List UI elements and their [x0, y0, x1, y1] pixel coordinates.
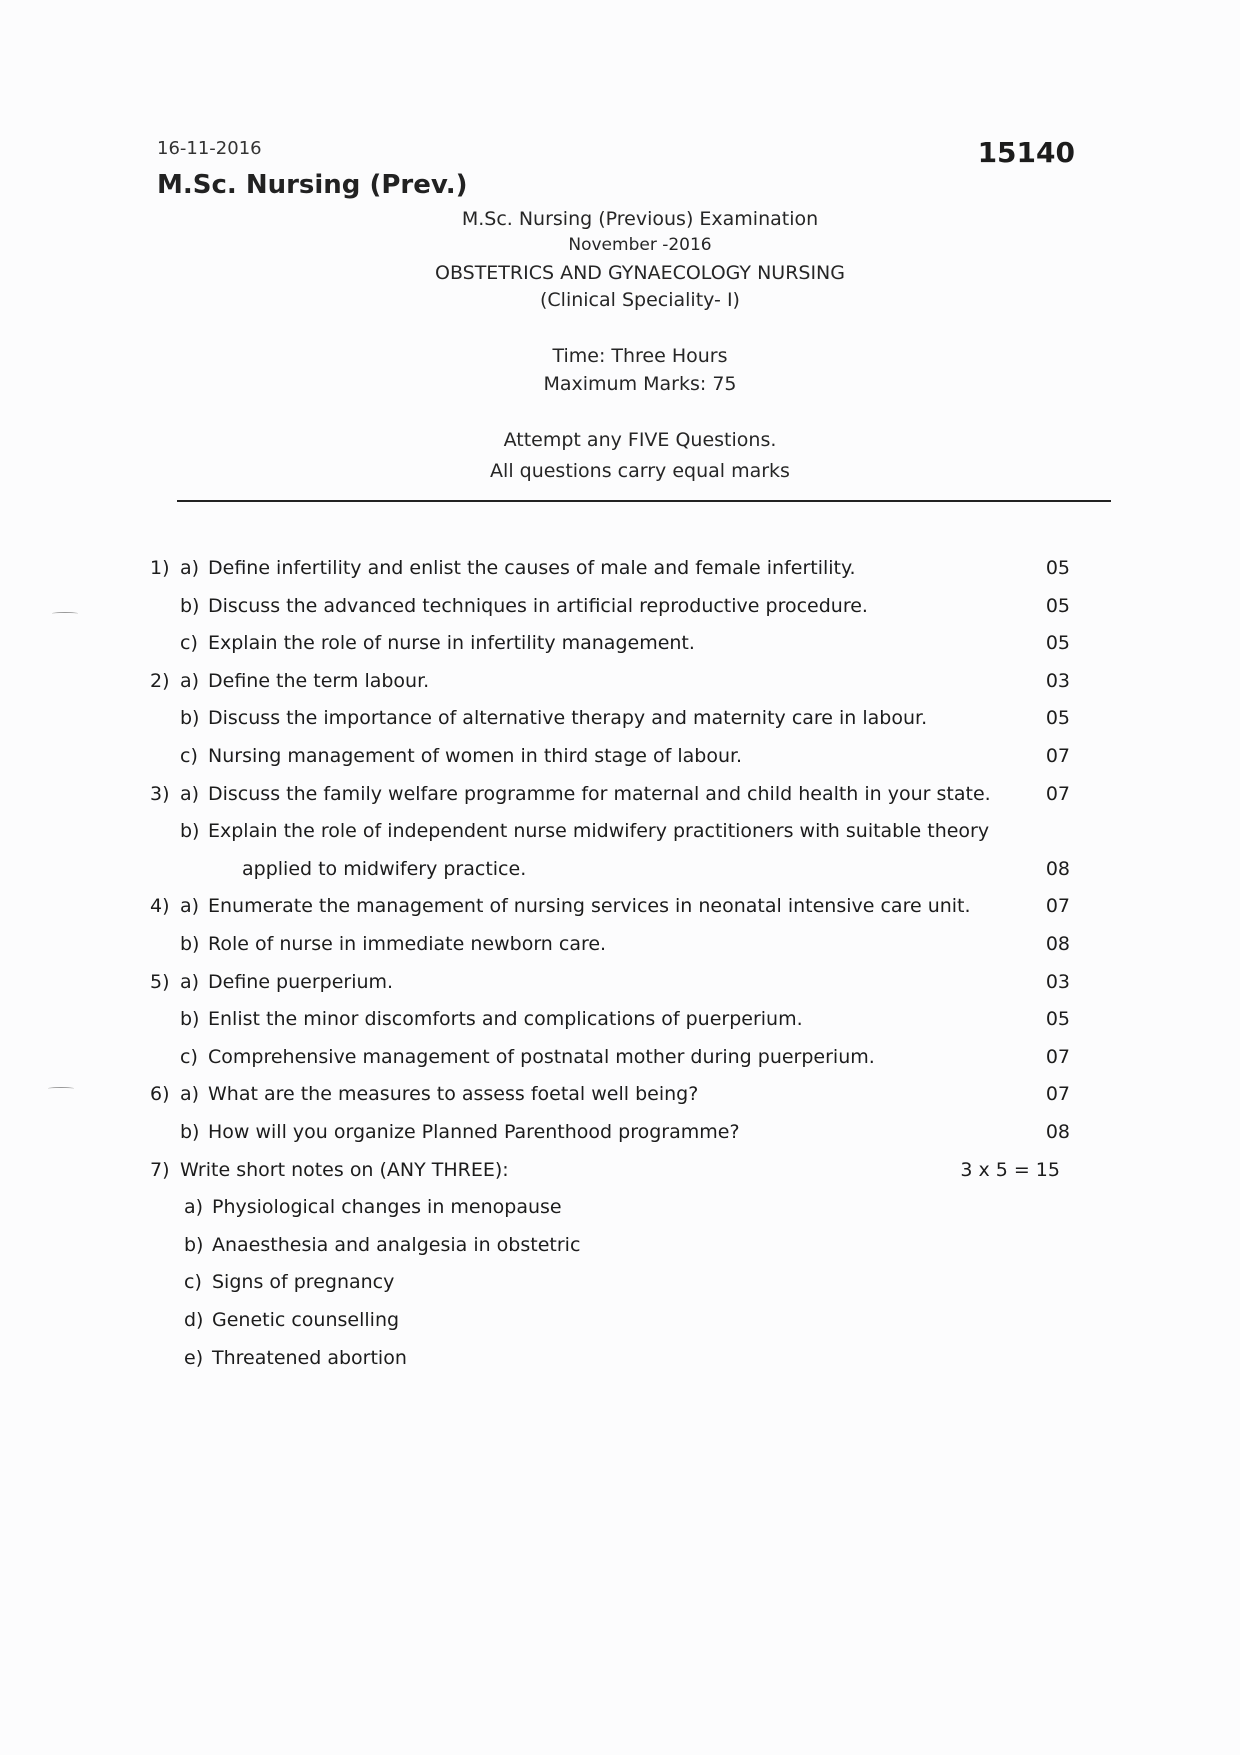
scan-mark [48, 1087, 74, 1090]
question-row [150, 670, 1070, 704]
question-text: Role of nurse in immediate newborn care. [208, 933, 607, 955]
question-marks: 05 [1045, 1008, 1070, 1031]
question-marks: 3 x 5 = 15 [960, 1158, 1060, 1181]
question-row [150, 595, 1070, 629]
subject-title: OBSTETRICS AND GYNAECOLOGY NURSING [434, 262, 845, 284]
question-row [150, 783, 1070, 817]
question-row [150, 745, 1070, 779]
question-part-label: c) [180, 1045, 198, 1068]
question-part-label: a) [180, 895, 200, 918]
question-marks: 07 [1045, 895, 1070, 918]
question-part-label: e) [184, 1346, 204, 1369]
question-marks: 07 [1045, 745, 1070, 767]
question-number: 3) [150, 782, 170, 805]
question-row [150, 557, 1070, 591]
question-number: 1) [150, 557, 170, 579]
header-divider [177, 500, 1111, 502]
question-part-label: b) [180, 1008, 200, 1031]
question-row [150, 707, 1070, 741]
question-row [150, 1046, 1070, 1080]
question-row [150, 1196, 1070, 1230]
question-part-label: d) [184, 1309, 204, 1331]
question-part-label: a) [180, 970, 200, 993]
question-row [150, 1347, 1070, 1381]
question-part-label: b) [184, 1233, 204, 1256]
question-text: Define puerperium. [208, 970, 394, 993]
question-text: Explain the role of independent nurse midwifery practitioners with suitable theory [208, 820, 990, 843]
question-marks: 05 [1045, 707, 1070, 730]
question-part-label: c) [180, 745, 198, 767]
exam-name: M.Sc. Nursing (Previous) Examination [461, 208, 819, 230]
question-text: Threatened abortion [212, 1346, 407, 1369]
question-part-label: a) [180, 782, 200, 805]
question-text: Nursing management of women in third stage of labour. [208, 745, 743, 767]
question-row [150, 820, 1070, 854]
question-marks: 07 [1045, 1083, 1070, 1106]
question-marks: 08 [1045, 857, 1070, 880]
scan-mark [52, 612, 78, 615]
question-part-label: a) [180, 557, 200, 579]
question-number: 2) [150, 669, 170, 692]
question-row [150, 1271, 1070, 1305]
question-number: 6) [150, 1083, 170, 1106]
paper-code: 15140 [977, 136, 1075, 169]
question-part-label: b) [180, 820, 200, 843]
question-text: Enumerate the management of nursing services in neonatal intensive care unit. [208, 895, 971, 918]
question-number: 7) [150, 1158, 170, 1181]
question-part-label: b) [180, 933, 200, 955]
question-part-label: b) [180, 707, 200, 730]
question-text: Anaesthesia and analgesia in obstetric [212, 1233, 581, 1256]
question-row [150, 1121, 1070, 1155]
speciality: (Clinical Speciality- I) [540, 289, 740, 311]
question-part-label: c) [180, 632, 198, 655]
question-number: 5) [150, 970, 170, 993]
instruction-equal-marks: All questions carry equal marks [490, 460, 790, 482]
question-row [150, 1309, 1070, 1343]
question-marks: 03 [1045, 669, 1070, 692]
question-text: Discuss the advanced techniques in artificial reproductive procedure. [208, 594, 868, 617]
question-number: 4) [150, 895, 170, 918]
question-text: Define infertility and enlist the causes of male and female infertility. [208, 557, 856, 579]
question-text: Physiological changes in menopause [212, 1196, 562, 1219]
question-text: Enlist the minor discomforts and complications of puerperium. [208, 1008, 803, 1031]
question-text: Discuss the importance of alternative therapy and maternity care in labour. [208, 707, 928, 730]
question-marks: 08 [1045, 1121, 1070, 1143]
question-row [150, 1083, 1070, 1117]
question-marks: 05 [1045, 632, 1070, 655]
question-marks: 07 [1045, 1045, 1070, 1068]
question-text: How will you organize Planned Parenthood programme? [208, 1121, 740, 1143]
question-row [150, 1159, 1070, 1193]
question-text: Write short notes on (ANY THREE): [180, 1158, 509, 1181]
question-row [150, 933, 1070, 967]
question-part-label: b) [180, 594, 200, 617]
question-text: Explain the role of nurse in infertility management. [208, 632, 695, 655]
question-text: Define the term labour. [208, 669, 430, 692]
instruction-attempt: Attempt any FIVE Questions. [503, 429, 777, 451]
question-text: Signs of pregnancy [212, 1271, 395, 1294]
question-marks: 05 [1045, 557, 1070, 579]
question-row [150, 858, 1070, 892]
question-row [150, 1008, 1070, 1042]
question-part-label: a) [180, 1083, 200, 1106]
question-part-label: a) [180, 669, 200, 692]
question-part-label: a) [184, 1196, 204, 1219]
exam-time: Time: Three Hours [552, 345, 728, 367]
question-text: Comprehensive management of postnatal mother during puerperium. [208, 1045, 875, 1068]
question-part-label: c) [184, 1271, 202, 1294]
exam-date: 16-11-2016 [157, 138, 262, 159]
question-marks: 08 [1045, 933, 1070, 955]
question-text: What are the measures to assess foetal well being? [208, 1083, 699, 1106]
exam-session: November -2016 [568, 235, 712, 255]
course-title: M.Sc. Nursing (Prev.) [157, 170, 468, 200]
question-text: Genetic counselling [212, 1309, 400, 1331]
question-marks: 05 [1045, 594, 1070, 617]
question-row [150, 632, 1070, 666]
question-row [150, 1234, 1070, 1268]
max-marks: Maximum Marks: 75 [543, 373, 737, 395]
question-text: Discuss the family welfare programme for maternal and child health in your state. [208, 782, 991, 805]
question-row [150, 895, 1070, 929]
question-text: applied to midwifery practice. [242, 857, 527, 880]
question-marks: 07 [1045, 782, 1070, 805]
question-part-label: b) [180, 1121, 200, 1143]
question-row [150, 971, 1070, 1005]
question-marks: 03 [1045, 970, 1070, 993]
